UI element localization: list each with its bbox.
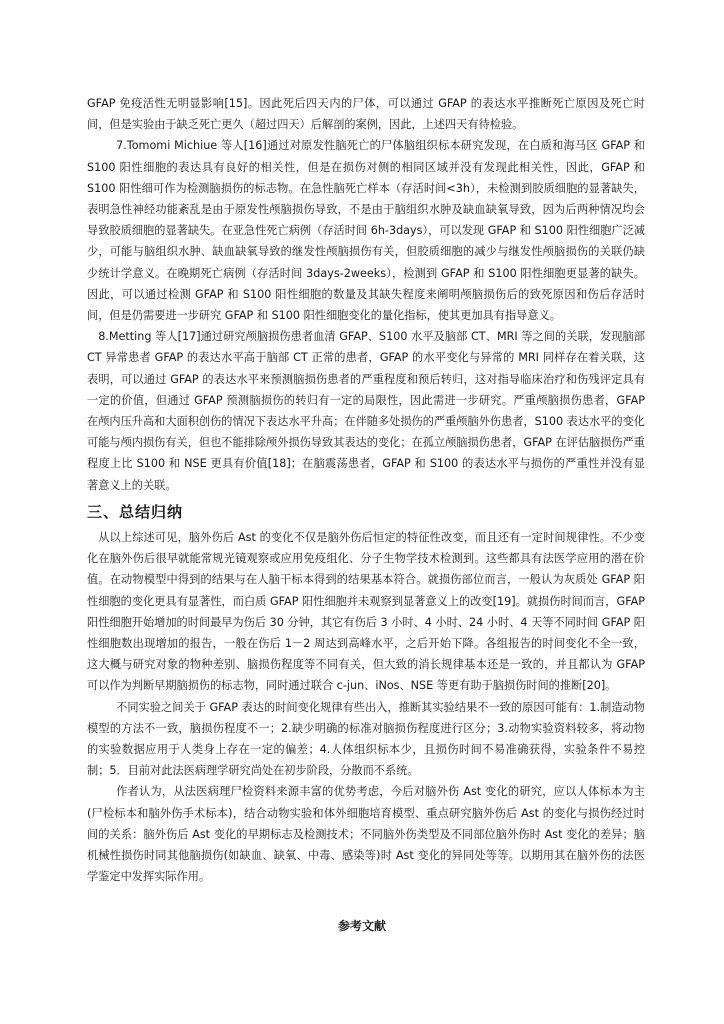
section-1-body bbox=[87, 93, 645, 496]
section-heading-summary: 三、总结归纳 bbox=[87, 503, 184, 521]
references-heading: 参考文献 bbox=[337, 919, 386, 933]
summary-paragraph-3: 作者认为，从法医病理尸检资料来源丰富的优势考虑，今后对脑外伤 Ast 变化的研究，应以人体标本为主(尸检标本和脑外伤手术标本)，结合动物实验和体外细胞培育模型、重点研究脑外伤后 Ast 的变化与损伤经过时间的关系：脑外伤后 Ast 变化的早期标志及检测技术；不同脑外伤类型及不同部位脑外伤时 Ast 变化的差异；脑机械性损伤时同其他脑损伤(如缺血、缺氧、中毒、感染等)时 Ast 变化的异同处等等。以期用其在脑外伤的法医学鉴定中发挥实际作用。 bbox=[87, 785, 645, 884]
summary-paragraph-2: 不同实验之间关于 GFAP 表达的时间变化规律有些出入，推断其实验结果不一致的原因可能有：1.制造动物模型的方法不一致，脑损伤程度不一；2.缺少明确的标准对脑损伤程度进行区分；3.动物实验资料较多，将动物的实验数据应用于人类身上存在一定的偏差；4.人体组织标本少，且损伤时间不易准确获得，实验条件不易控制；5．目前对此法医病理学研究尚处在初步阶段，分散而不系统。 bbox=[87, 700, 645, 778]
paragraph-continuation: GFAP 免疫活性无明显影响[15]。因此死后四天内的尸体，可以通过 GFAP 的表达水平推断死亡原因及死亡时间，但是实验由于缺乏死亡更久（超过四天）后解剖的案例，因此，上述四天有待检验。 bbox=[87, 97, 645, 132]
paragraph-item-8: 8.Metting 等人[17]通过研究颅脑损伤患者血清 GFAP、S100 水平及脑部 CT、MRI 等之间的关联，发现脑部 CT 异常患者 GFAP 的表达水平高于脑部 CT 正常的患者，GFAP 的水平变化与异常的 MRI 同样存在着关联，这表明，可以通过 GFAP 的表达水平来预测脑损伤患者的严重程度和预后转归，这对指导临床治疗和伤残评定具有一定的价值，但通过 GFAP 预测脑损伤的转归有一定的局限性，因此需进一步研究。严重颅脑损伤患者，GFAP 在颅内压升高和大面积创伤的情况下表达水平升高；在伴随多处损伤的严重颅脑外伤患者，S100 表达水平的变化可能与颅内损伤有关，但也不能排除颅外损伤导致其表达的变化；在孤立颅脑损伤患者，GFAP 在评估脑损伤严重程度上比 S100 和 NSE 更具有价值[18]；在脑震荡患者，GFAP 和 S100 的表达水平与损伤的严重性并没有显著意义上的关联。 bbox=[87, 330, 645, 492]
paragraph-item-7: 7.Tomomi Michiue 等人[16]通过对原发性脑死亡的尸体脑组织标本研究发现，在白质和海马区 GFAP 和 S100 阳性细胞的表达具有良好的相关性，但是在损伤对侧的相同区域并没有发现此相关性，因此，GFAP 和 S100 阳性细可作为检测脑损伤的标志物。在急性脑死亡样本（存活时间<3h），未检测到胶质细胞的显著缺失，表明急性神经功能紊乱是由于原发性颅脑损伤导致，不是由于脑组织水肿及缺血缺氧导致，因为后两种情况均会导致胶质细胞的显著缺失。在亚急性死亡病例（存活时间 6h-3days），可以发现 GFAP 和 S100 阳性细胞广泛减少，可能与脑组织水肿、缺血缺氧导致的继发性颅脑损伤有关，但胶质细胞的减少与继发性颅脑损伤的关联仍缺少统计学意义。在晚期死亡病例（存活时间 3days-2weeks），检测到 GFAP 和 S100 阳性细胞更显著的缺失。因此，可以通过检测 GFAP 和 S100 阳性细胞的数量及其缺失程度来阐明颅脑损伤后的致死原因和伤后存活时间，但是仍需要进一步研究 GFAP 和 S100 阳性细胞变化的量化指标，使其更加具有指导意义。 bbox=[87, 139, 645, 323]
summary-paragraph-1: 从以上综述可见，脑外伤后 Ast 的变化不仅是脑外伤后恒定的特征性改变，而且还有一定时间规律性。不少变化在脑外伤后很早就能常规光镜观察或应用免疫组化、分子生物学技术检测到。这些都具有法医学应用的潜在价值。在动物模型中得到的结果与在人脑干标本得到的结果基本符合。就损伤部位而言，一般认为灰质处 GFAP 阳性细胞的变化更具有显著性，而白质 GFAP 阳性细胞并未观察到显著意义上的改变[19]。就损伤时间而言，GFAP 阳性细胞开始增加的时间最早为伤后 30 分钟，其它有伤后 3 小时、4 小时、24 小时、4 天等不同时间 GFAP 阳性细胞数出现增加的报告，一般在伤后 1－2 周达到高峰水平，之后开始下降。各组报告的时间变化不全一致，这大概与研究对象的物种差别、脑损伤程度等不同有关，但大致的消长规律基本还是一致的，并且都认为 GFAP 可以作为判断早期脑损伤的标志物，同时通过联合 c-jun、iNos、NSE 等更有助于脑损伤时间的推断[20]。 bbox=[87, 531, 645, 693]
section-2-body bbox=[87, 527, 645, 887]
